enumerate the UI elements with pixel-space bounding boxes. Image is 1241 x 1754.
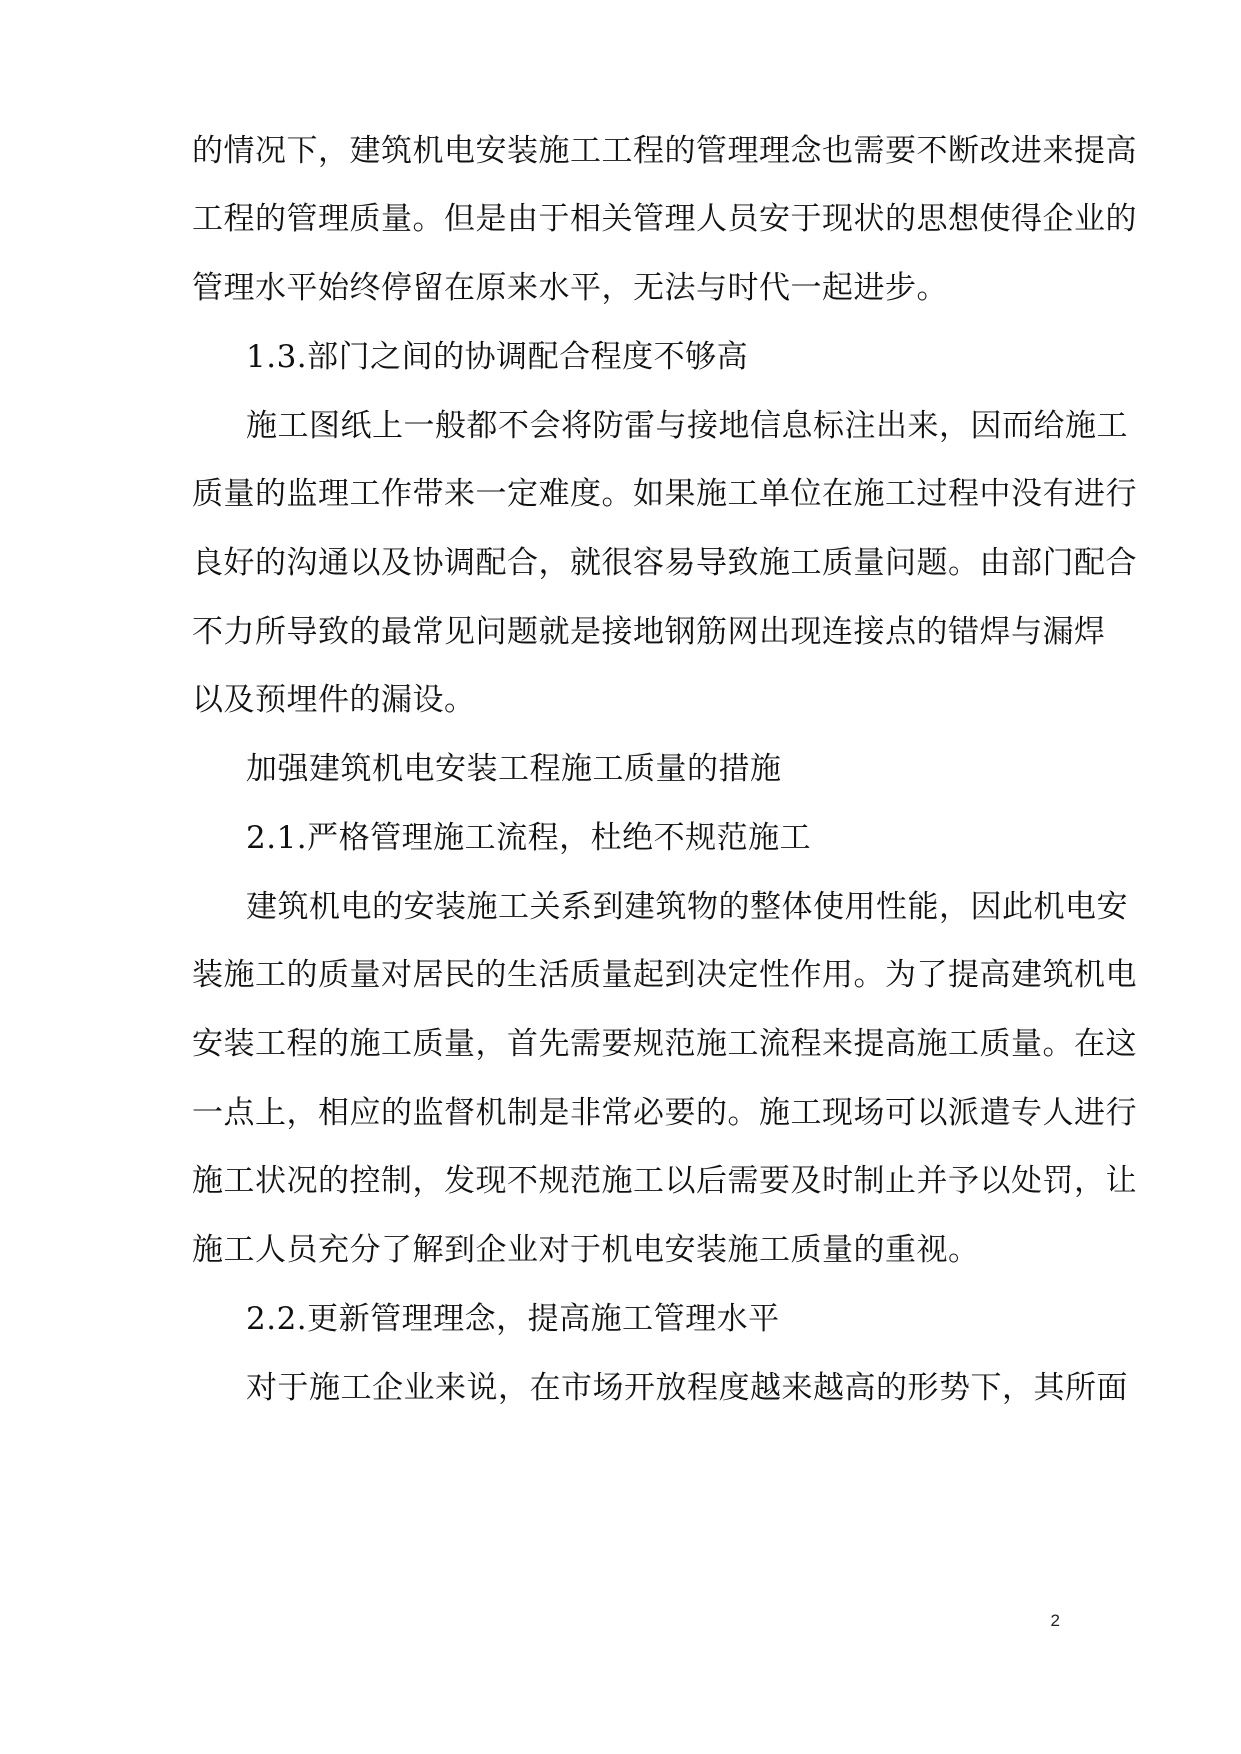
paragraph-line: 施工状况的控制，发现不规范施工以后需要及时制止并予以处罚，让 <box>192 1163 1137 1199</box>
paragraph-line: 施工图纸上一般都不会将防雷与接地信息标注出来，因而给施工 <box>246 408 1128 444</box>
paragraph-line: 装施工的质量对居民的生活质量起到决定性作用。为了提高建筑机电 <box>192 957 1137 993</box>
paragraph-line: 施工人员充分了解到企业对于机电安装施工质量的重视。 <box>192 1232 980 1268</box>
section-heading-2: 加强建筑机电安装工程施工质量的措施 <box>246 751 782 787</box>
paragraph-line: 一点上，相应的监督机制是非常必要的。施工现场可以派遣专人进行 <box>192 1095 1137 1131</box>
paragraph-line: 对于施工企业来说，在市场开放程度越来越高的形势下，其所面 <box>246 1370 1128 1406</box>
paragraph-line: 不力所导致的最常见问题就是接地钢筋网出现连接点的错焊与漏焊 <box>192 614 1106 650</box>
paragraph-line: 建筑机电的安装施工关系到建筑物的整体使用性能，因此机电安 <box>246 889 1128 925</box>
paragraph-line: 的情况下，建筑机电安装施工工程的管理理念也需要不断改进来提高 <box>192 133 1137 169</box>
paragraph-line: 管理水平始终停留在原来水平，无法与时代一起进步。 <box>192 270 948 306</box>
section-heading-1-3: 1.3.部门之间的协调配合程度不够高 <box>246 339 749 375</box>
paragraph-line: 质量的监理工作带来一定难度。如果施工单位在施工过程中没有进行 <box>192 476 1137 512</box>
paragraph-line: 安装工程的施工质量，首先需要规范施工流程来提高施工质量。在这 <box>192 1026 1137 1062</box>
paragraph-line: 以及预埋件的漏设。 <box>192 682 476 718</box>
page-number: 2 <box>1050 1611 1060 1630</box>
paragraph-line: 良好的沟通以及协调配合，就很容易导致施工质量问题。由部门配合 <box>192 545 1137 581</box>
section-heading-2-1: 2.1.严格管理施工流程，杜绝不规范施工 <box>246 820 812 856</box>
paragraph-line: 工程的管理质量。但是由于相关管理人员安于现状的思想使得企业的 <box>192 201 1137 237</box>
section-heading-2-2: 2.2.更新管理理念，提高施工管理水平 <box>246 1301 780 1337</box>
